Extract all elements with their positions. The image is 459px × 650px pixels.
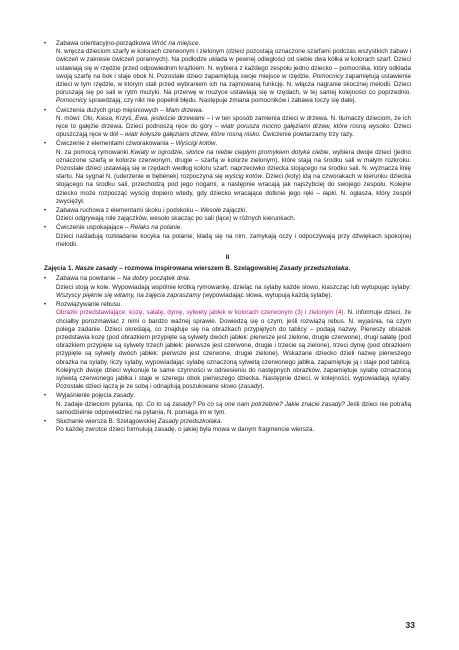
text-run: Po każdej zwrotce dzieci formułują zasadę, o jakiej była mowa w danym fragmencie wiersza. <box>56 426 315 434</box>
page-number: 33 <box>405 620 415 630</box>
exercise-description <box>56 309 411 391</box>
text-run: , wybiera dwoje dzieci (jedno oznaczone szarfą w kolorze czerwonym, drugie – szarfą w kolorze zielonym), które stają na środku sali w małym rozkroku. Pozostałe dzieci ustawiają się w rzędach według koloru szarf, naprzeciwko dziecka stojącego na środku sali. N. wyznacza linię startu. Na sygnał N. (uderzenie w bębenek) rozpoczyna się <box>56 148 411 181</box>
exercise-item <box>44 301 411 391</box>
exercise-description <box>56 215 411 223</box>
section-numeral: II <box>225 254 230 262</box>
text-run: . N. ogłasza, który zespół zwyciężył. <box>56 189 411 205</box>
text-run: zapamiętują ustawienie dzieci w tym rzędzie, w którym stali przed wybraniem ich na zajmowaną funkcję. N. włącza nagranie skocznej melodii. Dzieci poruszają się po sali w rytm muzyki. Na przerwę w muzyce ustawiają się w rzędach, w tej samej kolejności co poprzednio. <box>56 72 411 97</box>
exercise-heading <box>56 107 411 115</box>
text-run: . Dzieci (koty) idą na czworakach w kierunku dziecka stojącego na środku sali, przechodzą pod jego nogami, a następnie wracają jak najszybciej do swojego zespołu. Kolejne dziecko może rozpocząć wyścig dopiero wtedy, gdy dziecko wracające dotknie jego ręki – <box>56 173 412 197</box>
text-run: Zasady przedszkolaka <box>157 417 221 425</box>
text-run: Dzieci naśladują rozkładanie kocyka na polanie, kładą się na nim, zamykają oczy i odpoczywają przy dźwiękach spokojnej melodii. <box>56 232 411 248</box>
exercise-item <box>44 107 411 140</box>
text-run: (wypowiadając słowa, wytupują każdą sylabę). <box>200 291 333 299</box>
text-run: – i w ten sposób zamienia dzieci w drzewa. N. tłumaczy dzieciom, że ich ręce to gałęzie drzewa. Dzieci podnoszą ręce do góry – <box>56 114 411 131</box>
text-run: Co to są zasady? Po co są one nam potrzebne? Jakie znacie zasady? <box>146 400 346 408</box>
exercise-heading <box>56 140 411 148</box>
text-run: sprawdzają, czy nikt nie popełnił błędu. Następuje zmiana pomocników i zabawa toczy się dalej. <box>86 97 356 105</box>
exercise-description <box>56 426 411 434</box>
text-run: Dzieci odgrywają role zajączków, wesoło skacząc po sali (łące) w różnych kierunkach. <box>56 215 296 223</box>
text-run: . <box>133 392 136 400</box>
text-run: zasady <box>240 383 261 391</box>
exercise-heading <box>56 207 411 215</box>
text-run: – rozmowa inspirowana wierszem B. Szelągowskiej <box>117 265 280 273</box>
text-run: . <box>220 417 223 425</box>
exercise-heading <box>56 301 411 309</box>
text-run: Pomocnicy <box>312 72 344 80</box>
exercise-list-1 <box>44 40 411 249</box>
text-run: . <box>215 140 218 148</box>
text-run: Obrazki przedstawiające: kozę, sałatę, dynię, sylwety jabłek w kolorach czerwonym (3) i zielonym (4). <box>56 309 346 317</box>
text-run: Na dobry początek dnia <box>122 275 189 283</box>
text-run: N. za pomocą rymowanki <box>56 148 131 156</box>
text-run: Dzieci opuszczają ręce w dół – <box>56 123 411 139</box>
text-run: Kwiaty w ogrodzie, słońce na niebie ciepłym promykiem dotyka ciebie <box>130 148 329 156</box>
text-run: ). <box>260 383 265 391</box>
exercise-description <box>56 233 411 249</box>
text-run: . <box>201 106 204 114</box>
text-run: N. mówi: <box>56 114 83 122</box>
exercise-item <box>44 392 411 417</box>
text-run: Zasady przedszkolaka <box>279 265 349 273</box>
text-run: Wyścigi kotów <box>175 140 216 148</box>
exercise-item <box>44 224 411 249</box>
text-run: Ćwiczenie powtarzamy trzy razy. <box>260 131 354 139</box>
exercise-item <box>44 418 411 434</box>
lesson-title <box>44 265 411 273</box>
exercise-heading <box>56 40 411 48</box>
exercise-description <box>56 284 411 300</box>
text-run: Nasze zasady <box>75 265 118 273</box>
exercise-description <box>56 115 411 140</box>
text-run: N. zadaje dzieciom pytania, np. <box>56 400 147 408</box>
text-run: Zabawa ruchowa z elementami skoku i podskoku – <box>56 207 201 215</box>
exercise-description <box>56 48 411 105</box>
text-run: Wesołe zajączki <box>200 207 246 215</box>
exercise-item <box>44 140 411 206</box>
text-run: Słuchanie wiersza B. Szelągowskiej <box>56 417 158 425</box>
text-run: Ćwiczenie uspokajające – <box>56 224 131 232</box>
text-run: zasady <box>113 392 134 400</box>
exercise-item <box>44 40 411 106</box>
exercise-description <box>56 401 411 417</box>
text-run: N. wręcza dzieciom szarfy w kolorach czerwonym i zielonym (dzieci pozostają oznaczone szarfami podczas wszystkich zabaw i ćwiczeń w zakresie ćwiczeń porannych). Na podłodze układa w pewnej odległości od siebie dwa kółka w kolorach szarf. Dzieci ustawiają się w rzędzie przed odpowiednim krążkiem. N. wybiera z każdego zespołu jedno dziecko – pomocnika, który odkłada swoją szarfę na bok i staje obok N. Pozostałe dzieci zapamiętują swoje miejsce w rzędzie. <box>56 48 411 80</box>
exercise-description <box>56 149 411 206</box>
text-run: wyścig kotów <box>224 173 263 181</box>
text-run: Zabawa orientacyjno-porządkowa <box>56 40 152 47</box>
text-run: Pomocnicy <box>56 97 87 105</box>
exercise-heading <box>56 392 411 400</box>
text-run: Ćwiczenia dużych grup mięśniowych – <box>56 106 166 114</box>
text-run: Wszyscy pięknie się witamy, na zajęcia zapraszamy <box>56 291 201 299</box>
text-run: Jeśli dzieci nie potrafią samodzielnie odpowiedzieć na pytania, N. pomaga im w tym. <box>56 400 411 416</box>
text-run: . <box>180 224 183 232</box>
text-run: Zajęcia 1. <box>44 265 76 273</box>
exercise-heading <box>56 275 411 283</box>
text-run: . <box>198 40 201 47</box>
text-run: Ćwiczenie z elementami czworakowania – <box>56 140 176 148</box>
text-run: Rozwiązywanie rebusu. <box>56 301 123 309</box>
exercise-heading <box>56 224 411 232</box>
text-run: Wyjaśnienie pojęcia <box>56 392 114 400</box>
exercise-list-2 <box>44 275 411 434</box>
text-run: łapki <box>322 189 336 197</box>
exercise-heading <box>56 418 411 426</box>
text-run: . <box>348 265 351 273</box>
text-run: Relaks na polanie <box>130 224 181 232</box>
text-run: wiatr kołysze gałęziami drzew, które rosną nisko. <box>124 131 261 139</box>
text-run: wiatr porusza mocno gałęziami drzew, które rosną wysoko. <box>221 123 392 131</box>
text-run: Wróć na miejsce <box>151 40 199 47</box>
exercise-item <box>44 207 411 223</box>
text-run: Mam drzewa <box>165 106 202 114</box>
exercise-item <box>44 275 411 300</box>
text-run: Zabawa na powitanie – <box>56 275 123 283</box>
text-run: . <box>245 207 247 215</box>
text-run: Dzieci stoją w kole. Wypowiadają wspólnie krótką rymowankę, dzieląc na sylaby każde słowo, klaszcząc lub wytupując sylaby: <box>56 283 411 291</box>
text-run: . <box>188 275 191 283</box>
text-run: Olo, Kasia, Krzyś, Ewa, jesteście drzewami <box>82 114 205 122</box>
text-run: N. informuje dzieci, że chciałby porozmawiać z nimi o bardzo ważnej sprawie. Dowiedzą się o czym, jeśli rozwiążą rebus. N. wyjaśnia, na czym polega zadanie. Dzieci określają, co znajduje się na obrazkach przypiętych do tablicy – podają nazwy. Pierwszy obrazek przedstawia kozę (pod obrazkiem przypięte są sylwety dwóch jabłek: pierwsze jest zielone, drugie czerwone), drugi sałatę (pod obrazkiem przypięte są sylwety trzech jabłek: pierwsze jest czerwone, drugie i trzecie są zielone), trzeci dynię (pod obrazkiem przypięte są sylwety dwóch jabłek: pierwsze jest czerwone, drugie zielone). Wskazane dziecko dzieli nazwę pierwszego obrazka na sylaby, liczy sylaby, wypowiadając sylabę oznaczoną sylwetą czerwonego jabłka, zapamiętuje ją i staje pod tablicą. Kolejnych dwoje dzieci wykonuje te same czynności w odniesieniu do następnych obrazków, zapamiętuje sylabę oznaczoną sylwetą czerwonego jabłka i staje w szeregu obok pierwszego dziecka. Następnie dzieci, w kolejności, wypowiadają sylaby. Pozostałe dzieci łączą je ze sobą i odnajdują poszukiwane słowo ( <box>56 309 411 391</box>
